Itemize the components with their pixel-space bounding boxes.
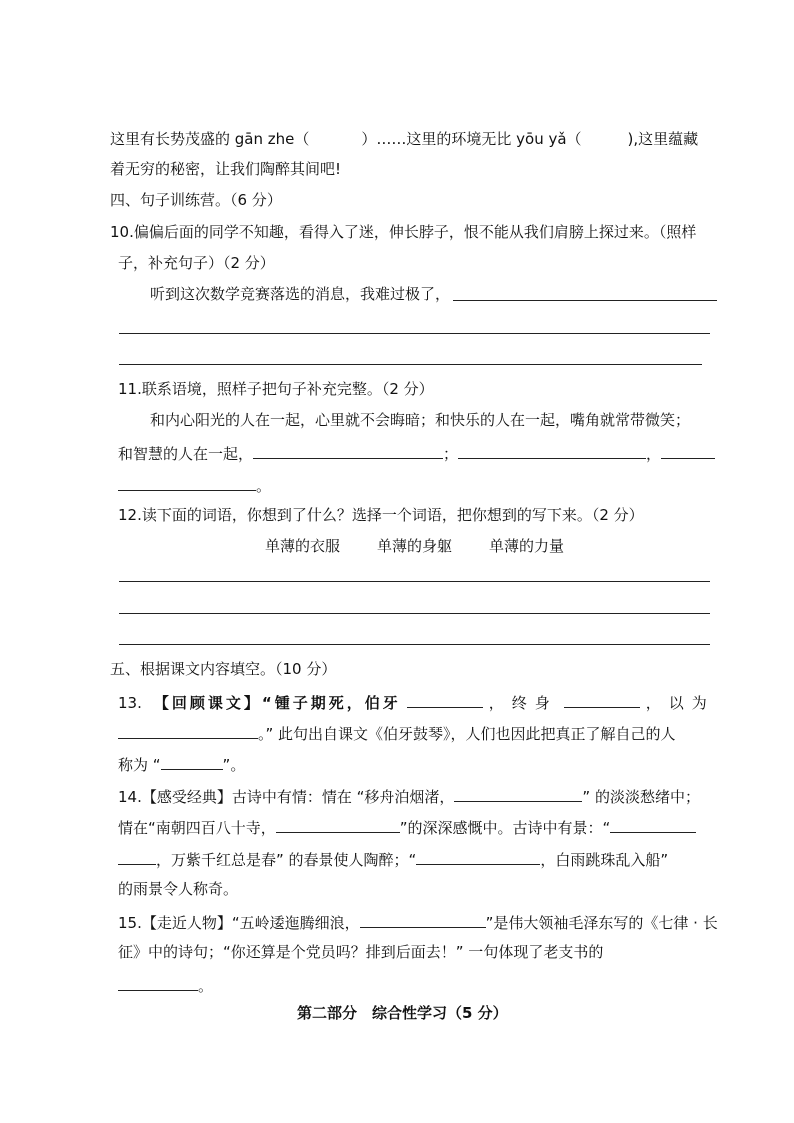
q11-end: 。 — [256, 477, 272, 495]
q14-line-4: 的雨景令人称奇。 — [118, 880, 239, 898]
q14-line-3 — [118, 847, 668, 871]
q11-blank-4[interactable] — [118, 473, 256, 491]
q14-text-e: ，万紫千红总是春” 的春景使人陶醉；“ — [156, 851, 417, 869]
q13-blank-2[interactable] — [564, 690, 640, 708]
q15-line-2: 征》中的诗句；“你还算是个党员吗？排到后面去！” 一句体现了老支书的 — [118, 943, 604, 961]
q14-text-a: 14.【感受经典】古诗中有情：情在 “移舟泊烟渚， — [118, 788, 455, 806]
section-5-heading: 五、根据课文内容填空。（10 分） — [110, 660, 337, 678]
q14-text-d: ”的深深感慨中。古诗中有景：“ — [399, 819, 611, 837]
q11-blank-1[interactable] — [253, 441, 443, 459]
q15-text-b: ”是伟大领袖毛泽东写的《七律 · 长 — [485, 914, 718, 932]
q12-answer-line-1[interactable] — [119, 581, 710, 582]
q13-text-c: ，以为 — [645, 694, 715, 712]
q11-sep-1: ； — [443, 445, 459, 463]
q11-blank-3[interactable] — [661, 441, 715, 459]
q11-sep-2: ， — [646, 445, 662, 463]
q15-line-3 — [118, 973, 213, 997]
q14-line-1 — [118, 784, 700, 808]
q14-blank-5[interactable] — [416, 847, 540, 865]
q12-line-1: 12.读下面的词语，你想到了什么？选择一个词语，把你想到的写下来。（2 分） — [118, 506, 644, 524]
q15-blank-2[interactable] — [118, 973, 198, 991]
q11-prompt: 和智慧的人在一起， — [118, 445, 254, 463]
q10-line-1: 10.偏偏后面的同学不知趣，看得入了迷，伸长脖子，恨不能从我们肩膀上探过来。（照样 — [110, 223, 697, 241]
q15-text-a: 15.【走近人物】“五岭逶迤腾细浪， — [118, 914, 360, 932]
q15-end: 。 — [198, 977, 214, 995]
q12-answer-line-3[interactable] — [119, 644, 710, 645]
q9-text-c: ),这里蕴藏 — [627, 130, 699, 148]
q10-line-3 — [150, 283, 450, 305]
q10-line-2: 子，补充句子）（2 分） — [118, 254, 275, 272]
q9-text-a: 这里有长势茂盛的 gān zhe（ — [110, 130, 310, 148]
q9-text-b: ）……这里的环境无比 yōu yǎ（ — [361, 130, 582, 148]
q9-line-1 — [110, 128, 698, 150]
q11-line-4 — [118, 473, 271, 497]
q13-blank-1[interactable] — [407, 690, 483, 708]
q13-text-a: 【回顾课文】“锺子期死，伯牙 — [153, 694, 401, 712]
q14-blank-4[interactable] — [118, 847, 156, 865]
q14-text-f: ，白雨跳珠乱入船” — [540, 851, 669, 869]
q13-text-d: 。” 此句出自课文《伯牙鼓琴》，人们也因此把真正了解自己的人 — [258, 725, 676, 743]
q10-answer-line-1[interactable] — [119, 333, 710, 334]
q14-blank-3[interactable] — [610, 815, 696, 833]
q12-word-2: 单薄的身躯 — [377, 537, 453, 555]
q15-blank-1[interactable] — [360, 910, 486, 928]
q13-text-b: ，终身 — [488, 694, 558, 712]
q13-line-2 — [118, 721, 676, 745]
q14-text-b: ” 的淡淡愁绪中； — [582, 788, 700, 806]
q10-answer-line-0[interactable] — [453, 300, 717, 301]
part-2-heading: 第二部分 综合性学习（5 分） — [297, 1004, 508, 1022]
q14-blank-2[interactable] — [276, 815, 400, 833]
q9-line-2: 着无穷的秘密，让我们陶醉其间吧! — [110, 160, 342, 178]
q11-line-2: 和内心阳光的人在一起，心里就不会晦暗；和快乐的人在一起，嘴角就常带微笑； — [150, 411, 691, 429]
q11-line-3 — [118, 441, 715, 465]
q13-blank-3[interactable] — [118, 721, 258, 739]
q13-text-f: ”。 — [222, 756, 246, 774]
q11-line-1: 11.联系语境，照样子把句子补充完整。（2 分） — [118, 380, 434, 398]
q14-blank-1[interactable] — [454, 784, 582, 802]
q13-number: 13. — [118, 694, 142, 712]
q12-word-3: 单薄的力量 — [489, 537, 565, 555]
q14-line-2 — [118, 815, 696, 839]
q13-blank-4[interactable] — [161, 752, 223, 770]
q10-prompt: 听到这次数学竞赛落选的消息，我难过极了， — [150, 285, 451, 303]
q10-answer-line-2[interactable] — [119, 364, 702, 365]
q13-line-3 — [118, 752, 245, 776]
q11-blank-2[interactable] — [458, 441, 646, 459]
section-4-heading: 四、句子训练营。（6 分） — [110, 191, 282, 209]
q12-word-1: 单薄的衣服 — [265, 537, 341, 555]
q12-answer-line-2[interactable] — [119, 613, 710, 614]
q13-text-e: 称为 “ — [118, 756, 161, 774]
q14-text-c: 情在“南朝四百八十寺， — [118, 819, 276, 837]
q13-line-1 — [118, 690, 715, 714]
q15-line-1 — [118, 910, 718, 934]
